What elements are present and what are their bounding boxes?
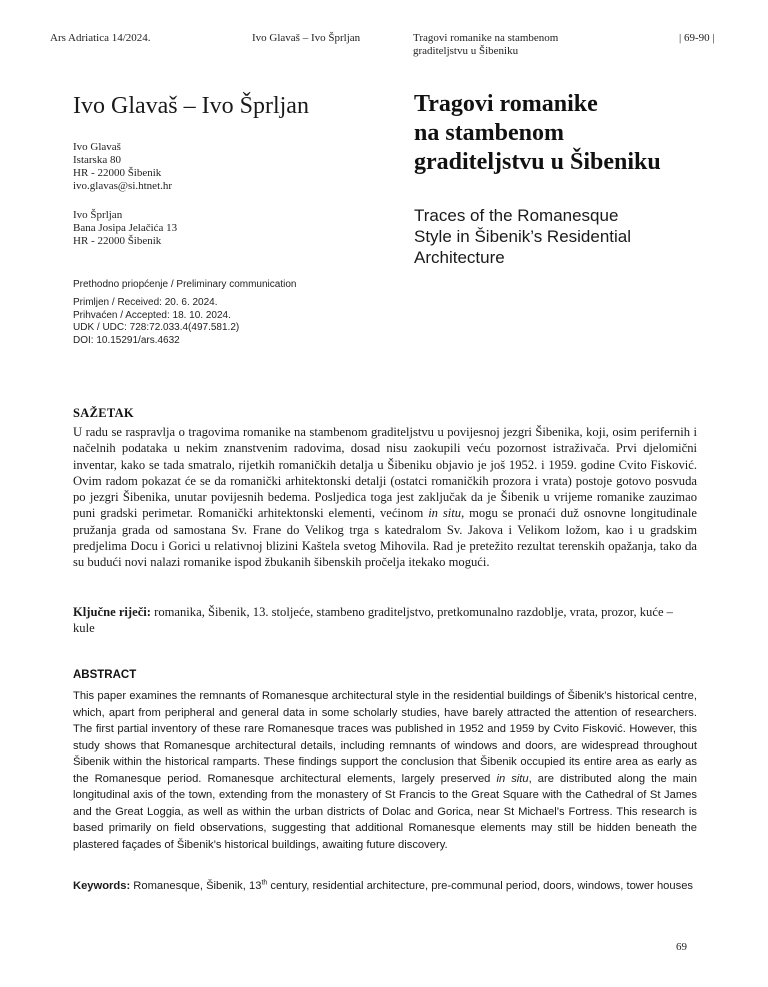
article-meta	[73, 297, 239, 347]
title-line: na stambenom	[414, 120, 565, 146]
keywords-label: Keywords:	[73, 880, 131, 892]
italic-term: in situ	[496, 772, 529, 785]
text-span: This paper examines the remnants of Romanesque architectural style in the residential buildings of Šibenik’s historical centre, which, apart from peripheral and general data in some scholarly studies, have barely attracted the attention of researchers. The first partial inventory of these rare Romanesque traces was published in 1952 and 1959 by Cvito Fisković. However, this study shows that Romanesque architectural details, including remnants of windows and doors, are widespread throughout Šibenik within the historical ramparts. These findings support the conclusion that Šibenik occupied its entire area as early as the Romanesque period. Romanesque architectural elements, largely preserved	[73, 690, 697, 785]
author-city: HR - 22000 Šibenik	[73, 235, 162, 247]
title-line: graditeljstvu u Šibeniku	[414, 149, 661, 175]
kljucne-rijeci	[73, 604, 697, 637]
running-head	[0, 32, 768, 62]
title-line: Architecture	[414, 248, 505, 267]
keywords	[73, 878, 697, 895]
page-number: 69	[676, 941, 687, 953]
author-street: Istarska 80	[73, 154, 121, 166]
italic-term: in situ	[428, 506, 462, 521]
author-address-1	[73, 141, 172, 193]
sazetak-heading: SAŽETAK	[73, 406, 134, 420]
article-title-croatian	[414, 90, 661, 177]
running-head-title-line: graditeljstvu u Šibeniku	[413, 45, 519, 57]
text-span: , mogu se pronaći duž osnovne longitudinale pružanja grada od samostana Sv. Frane do Velikog trga s katedralom Sv. Jakova i Velikom ložom, kao i u gradskim predjelima Docu i Gorici u relativnoj blizini Kaštela svetog Mihovila. Rad je pretežito rezultat terenskih opažanja, tako da su budući novi nalazi romanike ispod žbukanih šibenskih pročelja itekako mogući.	[73, 506, 698, 570]
udc-code: UDK / UDC: 728:72.033.4(497.581.2)	[73, 322, 240, 333]
text-span: Romanesque, Šibenik, 13	[130, 880, 262, 892]
author-city: HR - 22000 Šibenik	[73, 167, 162, 179]
running-head-pages: | 69-90 |	[679, 32, 715, 44]
abstract-heading: ABSTRACT	[73, 669, 137, 681]
title-line: Traces of the Romanesque	[414, 206, 619, 225]
title-line: Tragovi romanike	[414, 91, 598, 117]
author-email[interactable]: ivo.glavas@si.htnet.hr	[73, 180, 173, 192]
doi[interactable]: DOI: 10.15291/ars.4632	[73, 334, 180, 346]
text-span: U radu se raspravlja o tragovima romanike na stambenom graditeljstvu u povijesnoj jezgri Šibenika, koji, osim perifernih i načelnih podataka u nekim znanstvenim radovima, dosad nisu zaokupili veću pozornost istraživača. Prvi djelomični inventar, kako se tada smatralo, rijetkih romaničkih detalja u Šibeniku objavio je još 1952. i 1959. godine Cvito Fisković. Ovim radom pokazat će se da romanički arhitektonski detalji (ostatci romaničkih prozora i vrata) postoje gotovo posvuda po jezgri Šibenika, unutar povijesnih bedema. Posljedica toga jest zaključak da je Šibenik u vrijeme romanike zauzimao puni gradski perimetar. Romanički arhitektonski elementi, većinom	[73, 425, 697, 521]
accepted-date: Prihvaćen / Accepted: 18. 10. 2024.	[73, 309, 231, 321]
text-span: century, residential architecture, pre-communal period, doors, windows, tower houses	[267, 880, 694, 892]
abstract-text	[73, 688, 697, 853]
keywords-label: Ključne riječi:	[73, 605, 151, 619]
title-line: Style in Šibenik’s Residential	[414, 227, 632, 246]
running-head-authors: Ivo Glavaš – Ivo Šprljan	[252, 32, 361, 44]
author-name: Ivo Glavaš	[73, 141, 121, 153]
text-span: , are distributed along the main longitudinal axis of the town, extending from the monastery of St Francis to the Great Square with the Cathedral of St James and the Great Loggia, as well as within the urban districts of Dolac and Gorica, near St Michael’s Fortress. This research is based primarily on field observations, suggesting that additional Romanesque elements may still be hidden beneath the plastered façades of Šibenik’s historical buildings, awaiting future discovery.	[73, 772, 697, 851]
sazetak-text	[73, 424, 697, 571]
author-street: Bana Josipa Jelačića 13	[73, 222, 178, 234]
superscript: th	[261, 879, 268, 887]
article-type: Prethodno priopćenje / Preliminary communication	[73, 279, 297, 290]
author-name: Ivo Šprljan	[73, 209, 123, 221]
received-date: Primljen / Received: 20. 6. 2024.	[73, 297, 218, 308]
running-head-journal: Ars Adriatica 14/2024.	[50, 32, 151, 44]
authors-heading: Ivo Glavaš – Ivo Šprljan	[73, 93, 309, 119]
running-head-title-line: Tragovi romanike na stambenom	[413, 32, 559, 44]
author-address-2	[73, 209, 177, 248]
keywords-text: romanika, Šibenik, 13. stoljeće, stambeno graditeljstvo, pretkomunalno razdoblje, vrata, prozor, kuće – kule	[73, 605, 673, 636]
running-head-title	[413, 32, 603, 58]
article-title-english	[414, 205, 631, 268]
